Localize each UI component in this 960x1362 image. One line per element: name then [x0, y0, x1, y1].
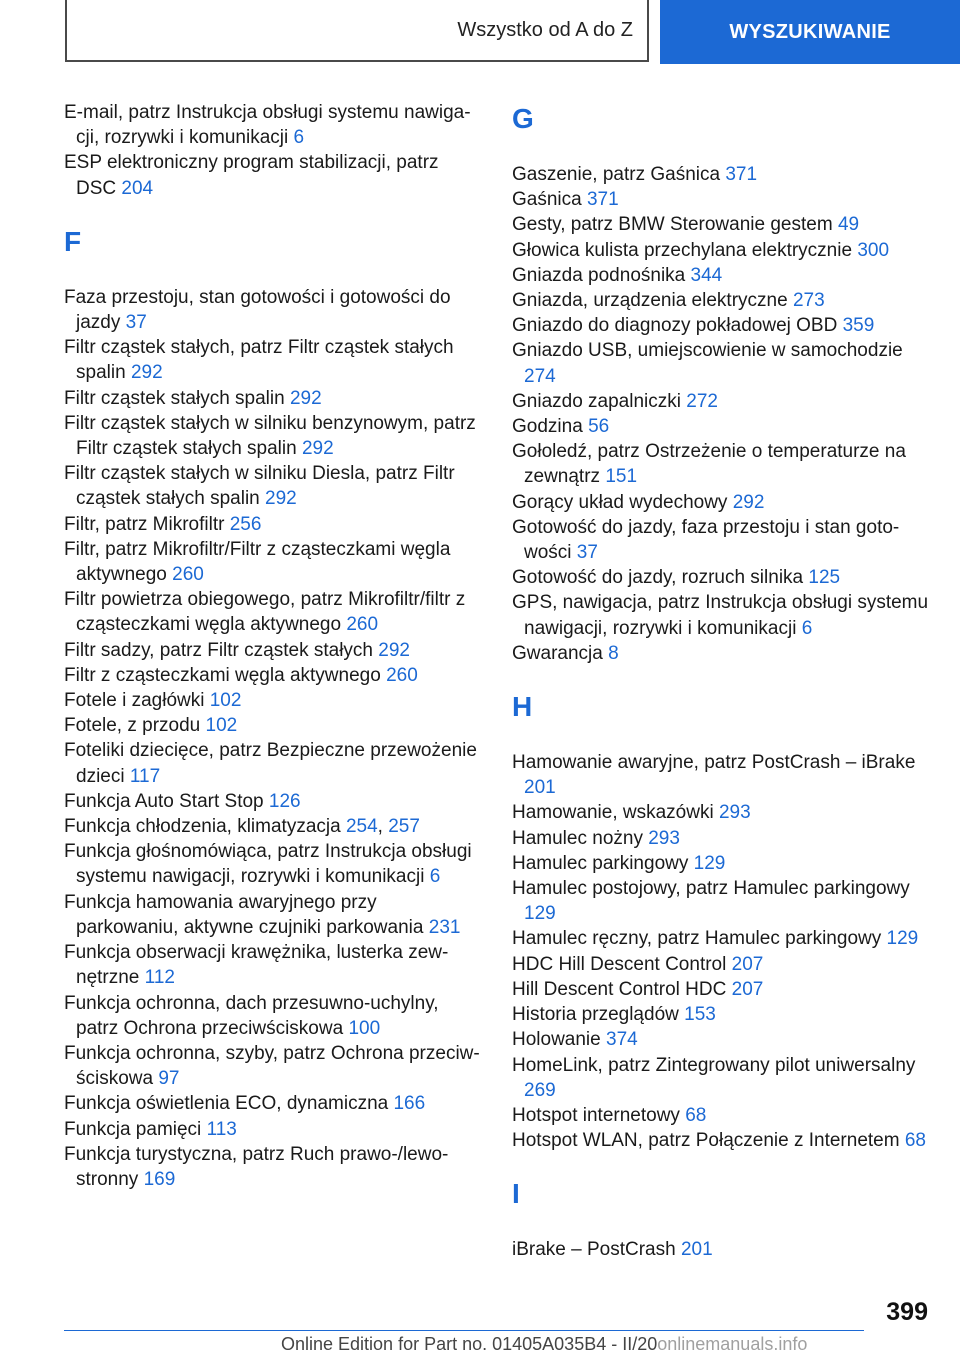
index-entry-text: Hamowanie, wskazówki: [512, 802, 714, 824]
index-entry-text: Filtr cząstek stałych, patrz Filtr cząstek stałych spalin: [64, 337, 454, 384]
index-letter-heading: G: [512, 103, 534, 134]
index-entry-text: Hamowanie awaryjne, patrz PostCrash – iBrake: [512, 752, 916, 774]
index-entry-text: Filtr cząstek stałych spalin: [64, 387, 285, 409]
page-reference-link[interactable]: 207: [731, 978, 764, 1000]
page-reference-link[interactable]: 204: [121, 177, 154, 199]
page-reference-link[interactable]: 371: [725, 164, 758, 185]
index-entry: [64, 839, 482, 889]
index-entry-text: Holowanie: [512, 1029, 601, 1051]
index-entry-text: Gwarancja: [512, 642, 603, 664]
index-column-right: [512, 100, 932, 1263]
index-entry-text: Gaśnica: [512, 189, 582, 211]
page-reference-link[interactable]: 49: [837, 214, 860, 236]
page-reference-link[interactable]: 292: [732, 491, 765, 513]
index-entry: [64, 150, 482, 200]
index-entry: [512, 1237, 932, 1262]
index-entry-text: Hotspot WLAN, patrz Połączenie z Internetem: [512, 1130, 900, 1152]
index-entry-text: Gniazdo zapalniczki: [512, 390, 681, 412]
index-entry-text: Hamulec nożny: [512, 827, 643, 849]
index-entry: [512, 263, 932, 288]
index-entry-text: Gorący układ wydechowy: [512, 491, 728, 513]
page-reference-link[interactable]: 371: [586, 189, 619, 211]
tab-a-to-z-label: Wszystko od A do Z: [457, 18, 633, 41]
index-entry: [64, 789, 482, 814]
index-entry: [512, 1027, 932, 1052]
index-entry: [64, 1041, 482, 1091]
page-reference-link[interactable]: 6: [801, 617, 813, 639]
index-entry: Funkcja chłodzenia, klimatyzacja 254, 257: [64, 816, 420, 838]
index-entry: [64, 890, 482, 940]
index-entry-text: Funkcja hamowania awaryjnego przy parkowaniu, aktywne czujniki parkowania: [64, 891, 424, 938]
index-entry: [512, 439, 932, 489]
index-entry: [64, 512, 482, 537]
page-reference-link[interactable]: 293: [718, 802, 751, 824]
index-entry: [512, 1103, 932, 1128]
page-reference-link[interactable]: 257: [388, 816, 420, 838]
index-entry-text: Filtr z cząsteczkami węgla aktywnego: [64, 664, 381, 686]
index-entry: [64, 738, 482, 788]
page-reference-link[interactable]: 37: [125, 312, 147, 334]
index-entry: [512, 876, 932, 926]
page-reference-link[interactable]: 166: [393, 1093, 426, 1115]
page-reference-link[interactable]: 273: [792, 290, 825, 312]
index-entry-text: Hotspot internetowy: [512, 1104, 680, 1126]
page-reference-link[interactable]: 344: [690, 264, 723, 286]
index-entry-text: Foteliki dziecięce, patrz Bezpieczne przewożenie dzieci: [64, 740, 477, 787]
index-entry: [512, 338, 932, 388]
index-letter-heading: I: [512, 1178, 520, 1210]
page-reference-link[interactable]: 8: [608, 642, 619, 664]
index-entry: [64, 663, 482, 688]
index-entry-text: Gotowość do jazdy, faza przestoju i stan gotowości: [512, 516, 900, 564]
index-entry-text: Funkcja turystyczna, patrz Ruch prawo-/lewostronny: [64, 1143, 449, 1190]
index-entry: [512, 1002, 932, 1027]
index-entry-text: Gaszenie, patrz Gaśnica: [512, 164, 721, 185]
page-reference-link[interactable]: 260: [386, 664, 418, 686]
index-letter-heading: H: [512, 691, 533, 723]
index-entry: [512, 641, 932, 666]
index-entry-text: GPS, nawigacja, patrz Instrukcja obsługi systemu nawigacji, rozrywki i komunikacji: [512, 592, 929, 639]
index-entry-text: Gotowość do jazdy, rozruch silnika: [512, 567, 804, 589]
index-entry: [64, 537, 482, 587]
page-reference-link[interactable]: 254: [345, 816, 378, 838]
index-entry: [512, 515, 932, 565]
page-reference-link[interactable]: 374: [606, 1029, 638, 1051]
index-entry: [512, 288, 932, 313]
index-entry-text: Hill Descent Control HDC: [512, 978, 727, 1000]
page-reference-link[interactable]: 153: [684, 1004, 716, 1026]
index-entry-text: Funkcja chłodzenia, klimatyzacja: [64, 816, 341, 838]
index-entry: [64, 1117, 482, 1142]
page-reference-link[interactable]: 231: [428, 916, 461, 938]
page-reference-link[interactable]: 292: [378, 639, 410, 661]
footer: [281, 1334, 807, 1355]
index-entry: [64, 335, 482, 385]
page-reference-link[interactable]: 129: [886, 928, 919, 950]
page-reference-link[interactable]: 68: [685, 1104, 707, 1126]
index-entry: [512, 977, 932, 1002]
page-reference-link[interactable]: 100: [348, 1017, 381, 1039]
index-entry-text: Gniazda, urządzenia elektryczne: [512, 290, 788, 312]
index-entry: [64, 285, 482, 335]
page-reference-link[interactable]: 201: [680, 1239, 713, 1261]
page-reference-link[interactable]: 102: [209, 690, 242, 712]
index-entry-text: Hamulec ręczny, patrz Hamulec parkingowy: [512, 928, 882, 950]
index-entry-text: Funkcja oświetlenia ECO, dynamiczna: [64, 1093, 389, 1115]
index-entry: [64, 587, 482, 637]
page-reference-link[interactable]: 292: [289, 387, 322, 409]
index-entry: [512, 389, 932, 414]
tab-search-label: WYSZUKIWANIE: [729, 20, 891, 43]
index-entry: [512, 826, 932, 851]
index-entry: [512, 238, 932, 263]
index-letter-heading: F: [64, 225, 82, 257]
page-reference-link[interactable]: 37: [576, 542, 598, 564]
page-reference-link[interactable]: 292: [301, 438, 334, 460]
page-reference-link[interactable]: 260: [346, 614, 379, 636]
page-reference-link[interactable]: 102: [205, 715, 238, 737]
index-entry-text: Funkcja obserwacji krawężnika, lusterka zewnętrzne: [64, 942, 449, 989]
page-reference-link[interactable]: 201: [524, 777, 556, 799]
index-entry-text: ESP elektroniczny program stabilizacji, patrz DSC: [64, 152, 439, 199]
index-entry-text: Fotele, z przodu: [64, 715, 201, 737]
index-entry: [512, 490, 932, 515]
footer-divider: [64, 1330, 864, 1331]
index-entry-text: Funkcja ochronna, szyby, patrz Ochrona przeciwściskowa: [64, 1042, 480, 1090]
page-number: 399: [886, 1298, 928, 1326]
page-reference-link[interactable]: 292: [265, 488, 297, 510]
index-entry-text: Filtr, patrz Mikrofiltr/Filtr z cząsteczkami węgla aktywnego: [64, 538, 451, 586]
index-entry: [512, 313, 932, 338]
index-column-left: [64, 100, 482, 1192]
index-entry: [512, 162, 932, 187]
index-entry-text: Filtr cząstek stałych w silniku benzynowym, patrz Filtr cząstek stałych spalin: [64, 412, 476, 460]
page-reference-link[interactable]: 6: [293, 127, 305, 149]
page-reference-link[interactable]: 260: [172, 564, 204, 586]
index-entry: [64, 1142, 482, 1192]
footer-edition: Online Edition for Part no. 01405A035B4 - II/20: [281, 1334, 658, 1354]
page-reference-link[interactable]: 113: [206, 1118, 237, 1140]
tab-a-to-z[interactable]: [65, 0, 649, 62]
index-entry: [64, 100, 482, 150]
index-entry-text: Faza przestoju, stan gotowości i gotowości do jazdy: [64, 286, 451, 334]
page-reference-link[interactable]: 126: [268, 790, 301, 812]
page-reference-link[interactable]: 300: [857, 239, 890, 261]
page-reference-link[interactable]: 272: [686, 390, 718, 412]
index-entry-text: Gniazdo USB, umiejscowienie w samochodzie: [512, 340, 903, 362]
index-entry: [512, 212, 932, 237]
index-entry-text: Funkcja pamięci: [64, 1118, 202, 1140]
page-reference-link[interactable]: 68: [904, 1130, 926, 1152]
page-reference-link[interactable]: 117: [129, 765, 161, 787]
index-entry-text: Filtr powietrza obiegowego, patrz Mikrofiltr/filtr z cząsteczkami węgla aktywnego: [64, 589, 466, 636]
index-entry: [64, 688, 482, 713]
tab-search[interactable]: [660, 0, 960, 64]
page-reference-link[interactable]: 151: [605, 466, 638, 488]
page-reference-link[interactable]: 293: [648, 827, 680, 849]
page-reference-link[interactable]: 97: [158, 1068, 180, 1090]
index-entry: [64, 461, 482, 511]
index-entry: [64, 991, 482, 1041]
page-reference-link[interactable]: 169: [143, 1168, 176, 1190]
index-entry-text: HomeLink, patrz Zintegrowany pilot uniwersalny: [512, 1054, 916, 1076]
index-entry-text: Hamulec parkingowy: [512, 852, 689, 874]
index-entry-text: Filtr sadzy, patrz Filtr cząstek stałych: [64, 639, 373, 661]
index-entry-text: Funkcja Auto Start Stop: [64, 790, 264, 812]
index-entry: [512, 1128, 932, 1153]
index-entry: [512, 926, 932, 951]
index-entry-text: Filtr, patrz Mikrofiltr: [64, 513, 225, 535]
index-entry-text: iBrake – PostCrash: [512, 1239, 676, 1261]
index-entry: [64, 638, 482, 663]
page-reference-link[interactable]: 256: [229, 513, 262, 535]
index-entry-text: Filtr cząstek stałych w silniku Diesla, patrz Filtr cząstek stałych spalin: [64, 463, 455, 510]
page-reference-link[interactable]: 56: [588, 416, 610, 438]
index-entry-text: E-mail, patrz Instrukcja obsługi systemu nawigacji, rozrywki i komunikacji: [64, 102, 471, 149]
page-reference-link[interactable]: 207: [731, 953, 764, 975]
index-entry-text: Gesty, patrz BMW Sterowanie gestem: [512, 214, 833, 236]
index-entry: [512, 750, 932, 800]
index-entry: [64, 386, 482, 411]
page-reference-link[interactable]: 125: [808, 567, 841, 589]
page-reference-link[interactable]: 112: [144, 967, 175, 989]
page-reference-link[interactable]: 269: [524, 1079, 556, 1101]
index-entry-text: Hamulec postojowy, patrz Hamulec parkingowy: [512, 878, 910, 900]
page-reference-link[interactable]: 274: [524, 365, 556, 387]
index-entry-text: Gniazdo do diagnozy pokładowej OBD: [512, 315, 838, 337]
page-reference-link[interactable]: 6: [429, 866, 441, 888]
index-entry: [64, 1091, 482, 1116]
footer-site: onlinemanuals.info: [657, 1334, 808, 1354]
index-entry-text: Funkcja ochronna, dach przesuwno-uchylny, patrz Ochrona przeciwściskowa: [64, 992, 439, 1039]
page-reference-link[interactable]: 359: [842, 315, 875, 337]
index-entry-text: Głowica kulista przechylana elektrycznie: [512, 239, 853, 261]
index-entry-text: HDC Hill Descent Control: [512, 953, 727, 975]
page-reference-link[interactable]: 292: [130, 362, 163, 384]
index-entry: [512, 565, 932, 590]
index-entry-text: Gołoledź, patrz Ostrzeżenie o temperaturze na zewnątrz: [512, 441, 906, 488]
index-entry-text: Funkcja głośnomówiąca, patrz Instrukcja obsługi systemu nawigacji, rozrywki i komunikacji: [64, 841, 472, 888]
index-entry-text: Fotele i zagłówki: [64, 690, 205, 712]
index-entry: [512, 414, 932, 439]
index-entry-text: Godzina: [512, 416, 583, 438]
header-tabs: [0, 0, 960, 66]
index-entry: [512, 851, 932, 876]
index-entry: [512, 800, 932, 825]
index-entry: [64, 411, 482, 461]
index-entry: [512, 187, 932, 212]
page-reference-link[interactable]: 129: [693, 852, 726, 874]
index-entry-text: Historia przeglądów: [512, 1004, 679, 1026]
index-entry: [512, 1053, 932, 1103]
page-reference-link[interactable]: 129: [524, 903, 556, 925]
index-entry: [64, 940, 482, 990]
index-entry-text: Gniazda podnośnika: [512, 264, 686, 286]
index-entry: [512, 952, 932, 977]
index-entry: [512, 590, 932, 640]
index-entry: [64, 713, 482, 738]
